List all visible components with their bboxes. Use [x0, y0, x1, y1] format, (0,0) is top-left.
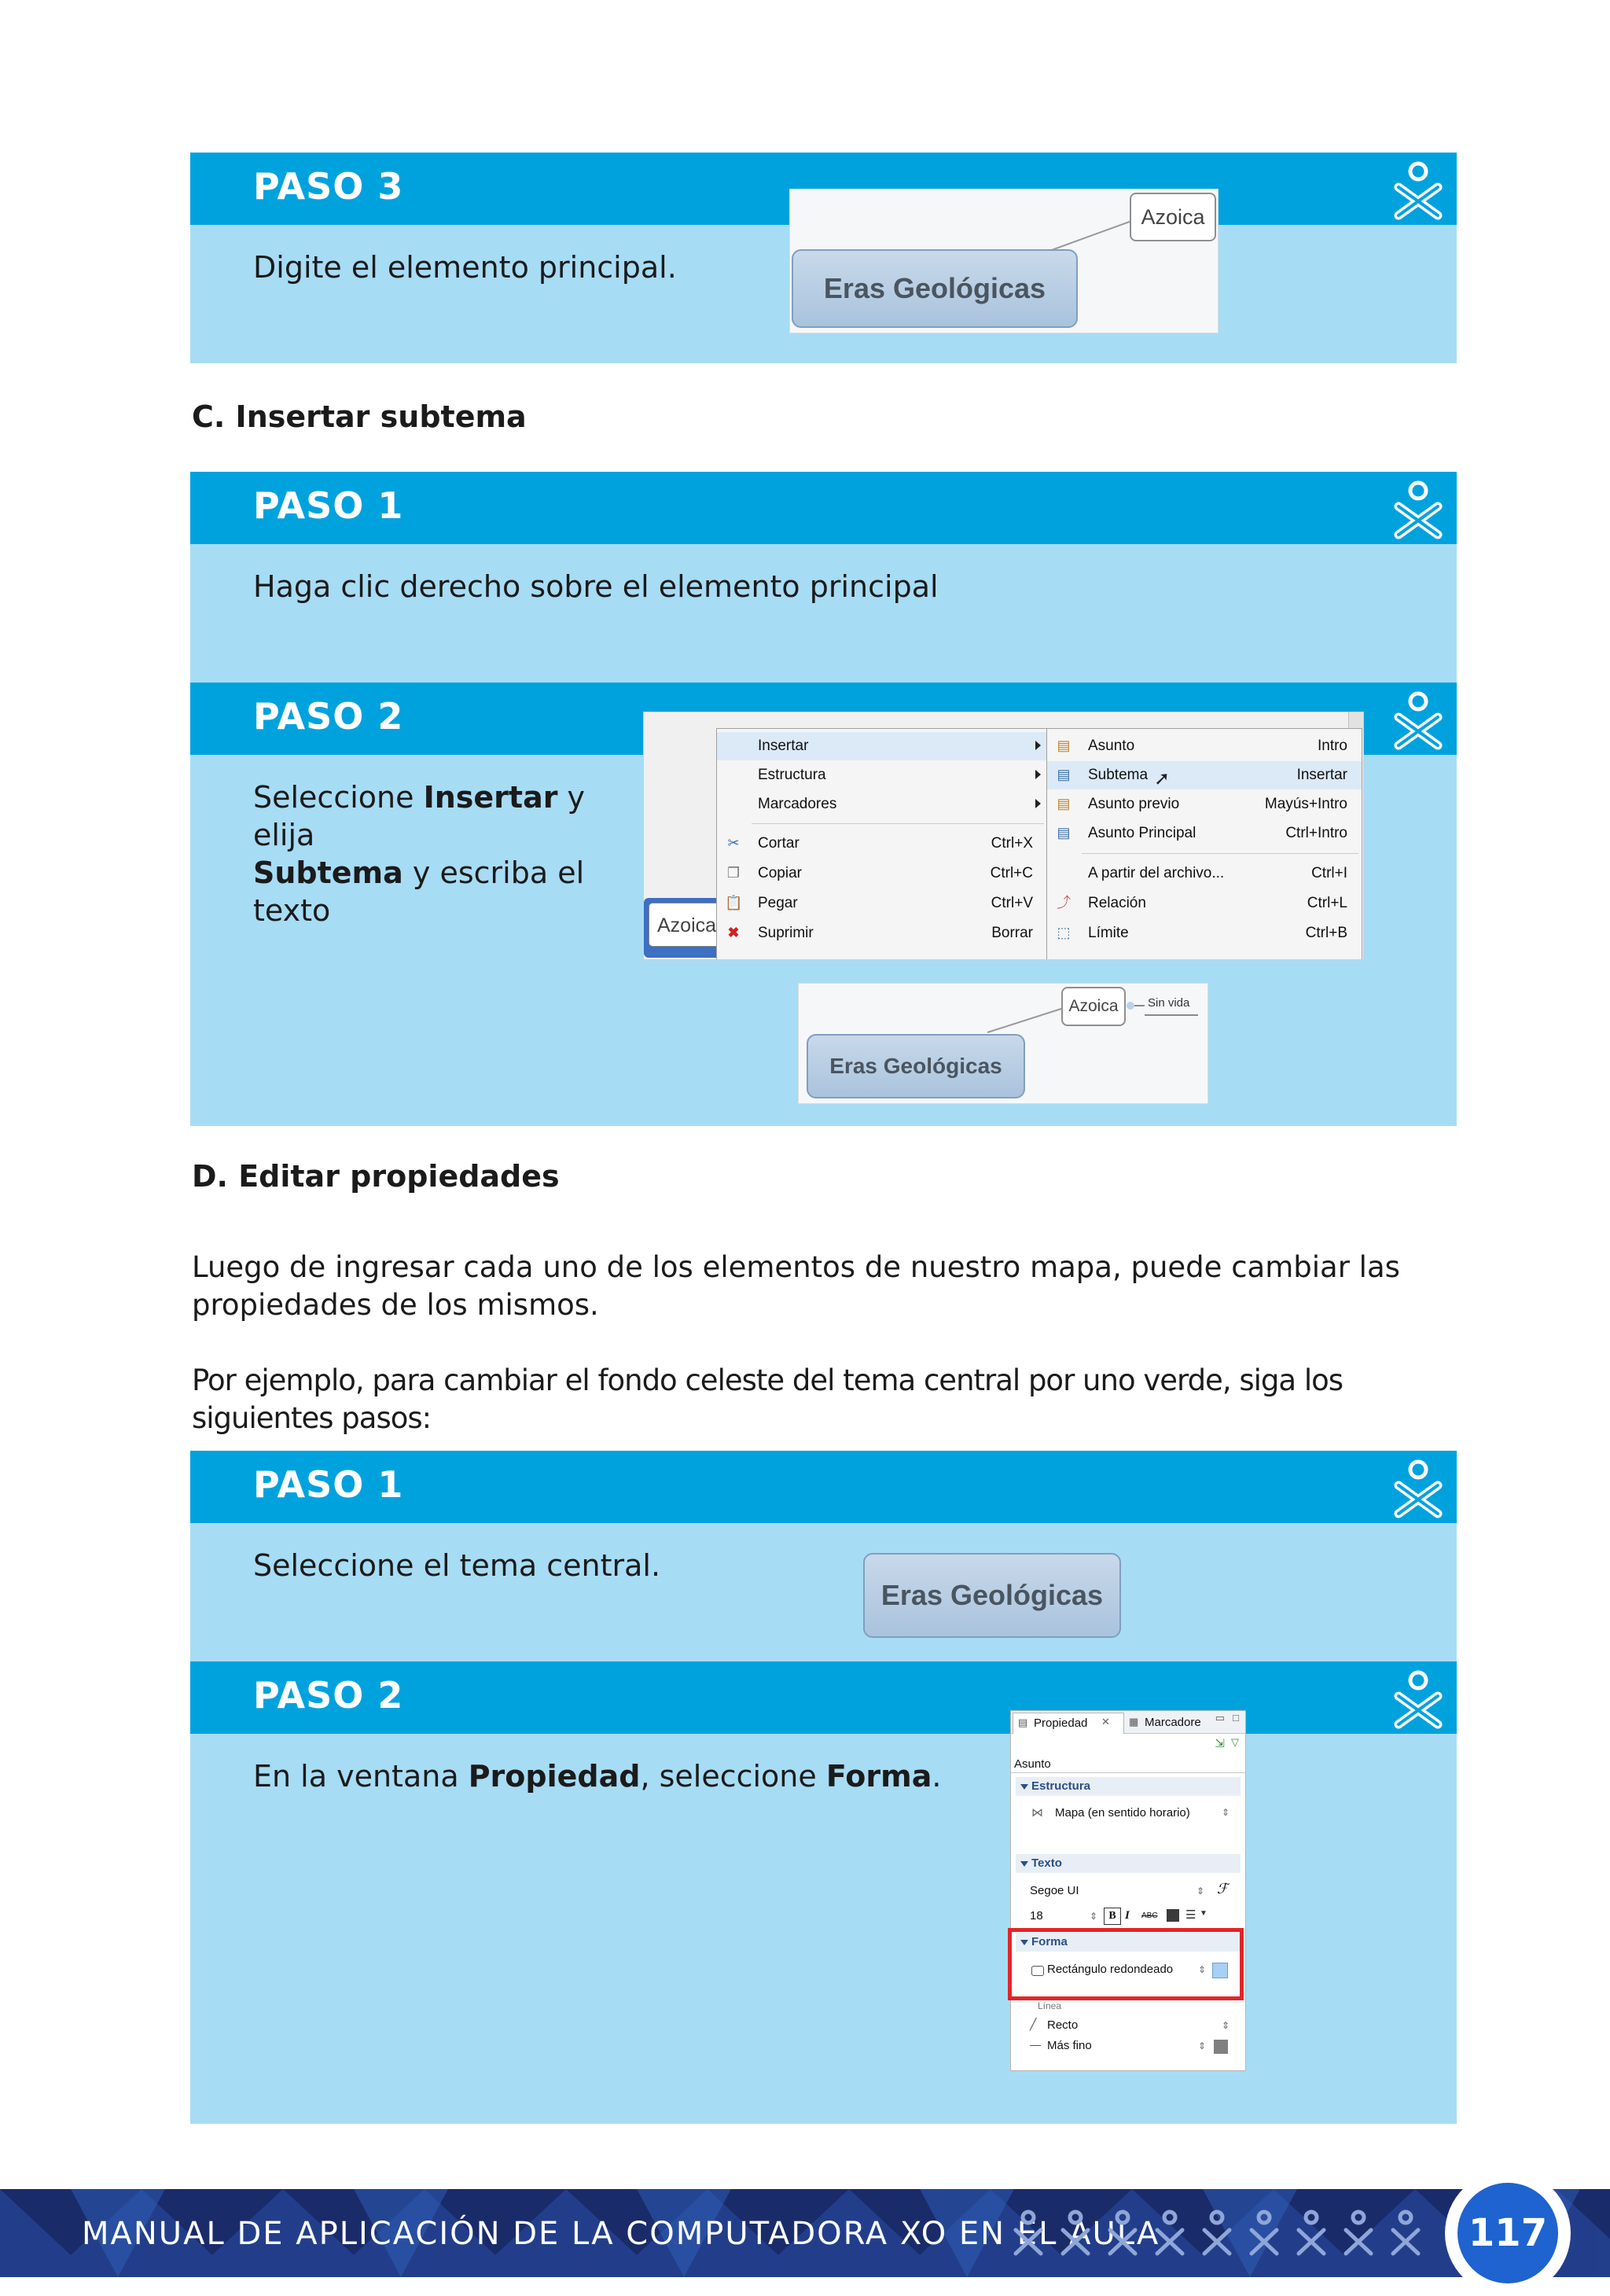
step-text: Haga clic derecho sobre el elemento principal — [253, 569, 939, 604]
step-text: En la ventana Propiedad, seleccione Forma. — [253, 1759, 942, 1794]
tab-propiedad[interactable]: ▤ Propiedad ✕ — [1013, 1713, 1124, 1734]
mindmap-screenshot — [798, 983, 1208, 1104]
step-box-paso-2 — [190, 1661, 1457, 2124]
minimize-icon[interactable]: ▭ — [1215, 1712, 1225, 1724]
relation-icon: ⤴ — [1057, 895, 1071, 911]
menu-item-pegar[interactable]: 📋 Pegar Ctrl+V — [725, 895, 1033, 911]
subsubtopic-node[interactable]: Sin vida — [1148, 996, 1190, 1010]
section-forma[interactable]: Forma — [1016, 1933, 1241, 1952]
menu-item-a-partir-archivo[interactable]: A partir del archivo... Ctrl+I — [1088, 865, 1347, 881]
menu-separator — [752, 823, 1044, 824]
central-topic-node[interactable]: Eras Geológicas — [792, 249, 1078, 328]
xo-figures-row-icon — [1006, 2210, 1431, 2258]
parent-topic-icon: ▤ — [1057, 825, 1071, 841]
forma-value[interactable]: Rectángulo redondeado — [1047, 1963, 1174, 1976]
submenu-arrow-icon — [1035, 799, 1041, 808]
step-header — [190, 1451, 1457, 1523]
paste-icon: 📋 — [725, 895, 743, 911]
submenu-insertar — [1046, 728, 1362, 960]
font-dialog-icon[interactable]: ℱ — [1216, 1881, 1228, 1897]
maximize-icon[interactable]: □ — [1233, 1712, 1239, 1724]
grosor-value[interactable]: Más fino — [1047, 2039, 1092, 2052]
align-icon[interactable]: ☰ — [1185, 1908, 1196, 1922]
xo-logo-icon — [1391, 480, 1446, 539]
tab-marcadores[interactable]: ▦ Marcadore — [1129, 1716, 1201, 1729]
footer-band — [0, 2189, 1610, 2277]
menu-item-copiar[interactable]: ❐ Copiar Ctrl+C — [717, 859, 1047, 888]
subtopic-node[interactable]: Azoica — [1130, 193, 1216, 241]
asunto-header: Asunto — [1011, 1757, 1245, 1773]
linea-value[interactable]: Recto — [1047, 2018, 1079, 2032]
step-label: PASO 1 — [253, 484, 404, 527]
previous-topic-icon: ▤ — [1057, 796, 1071, 811]
section-texto[interactable]: Texto — [1016, 1854, 1241, 1873]
panel-tabbar — [1011, 1711, 1245, 1734]
close-tab-icon[interactable]: ✕ — [1101, 1716, 1110, 1728]
font-value[interactable]: Segoe UI — [1030, 1884, 1079, 1897]
updown-icon[interactable]: ⇕ — [1197, 1964, 1206, 1975]
markers-icon: ▦ — [1129, 1716, 1139, 1728]
collapse-triangle-icon — [1020, 1784, 1028, 1790]
scrollbar[interactable] — [1348, 712, 1363, 730]
updown-icon[interactable]: ⇕ — [1196, 1886, 1204, 1897]
step-label: PASO 2 — [253, 1674, 404, 1716]
step-box-paso-1 — [190, 1451, 1457, 1661]
section-title: D. Editar propiedades — [192, 1159, 560, 1194]
menu-item-estructura[interactable]: Estructura — [717, 761, 1047, 789]
menu-item-limite[interactable]: ⬚ Límite Ctrl+B — [1047, 919, 1362, 947]
page-number: 117 — [1457, 2183, 1558, 2283]
emphasis-forma: Forma — [825, 1759, 932, 1794]
menu-item-relacion[interactable]: ⤴ Relación Ctrl+L — [1057, 895, 1347, 911]
central-topic-node[interactable]: Eras Geológicas — [863, 1553, 1121, 1638]
step-text: Seleccione Insertar y elija Subtema y escriba el texto — [253, 780, 586, 928]
step-header — [190, 472, 1457, 544]
menu-item-cortar[interactable]: ✂ Cortar Ctrl+X — [717, 830, 1047, 858]
collapse-triangle-icon — [1020, 1861, 1028, 1867]
step-label: PASO 3 — [253, 165, 404, 208]
topic-icon: ▤ — [1057, 738, 1071, 753]
line-color-swatch[interactable] — [1214, 2040, 1228, 2054]
menu-item-insertar[interactable]: Insertar — [717, 732, 1047, 760]
menu-item-asunto-previo[interactable]: ▤ Asunto previo Mayús+Intro — [1047, 790, 1362, 819]
menu-item-marcadores[interactable]: Marcadores — [717, 790, 1047, 819]
bold-button[interactable]: B — [1104, 1908, 1121, 1925]
subtopic-node[interactable]: Azoica — [1061, 987, 1126, 1026]
italic-button[interactable]: I — [1125, 1909, 1130, 1922]
step-box-paso-1 — [190, 472, 1457, 683]
properties-icon: ▤ — [1018, 1716, 1028, 1728]
step-label: PASO 1 — [253, 1463, 404, 1506]
paragraph: Luego de ingresar cada uno de los elementos de nuestro mapa, puede cambiar las propiedades de los mismos. — [192, 1250, 1400, 1322]
menu-separator — [1082, 853, 1358, 854]
copy-icon: ❐ — [726, 865, 741, 881]
menu-item-asunto-principal[interactable]: ▤ Asunto Principal Ctrl+Intro — [1047, 819, 1362, 848]
page-number-badge — [1445, 2170, 1571, 2296]
line-width-icon — [1030, 2045, 1041, 2046]
azoica-node[interactable]: Azoica — [649, 903, 733, 947]
context-menu-screenshot — [643, 712, 1364, 960]
estructura-value[interactable]: Mapa (en sentido horario) — [1055, 1806, 1190, 1820]
pin-icon[interactable]: ⇲ — [1215, 1737, 1225, 1750]
text-color-swatch[interactable] — [1167, 1909, 1179, 1922]
step-text: Seleccione el tema central. — [253, 1548, 661, 1583]
xo-logo-icon — [1391, 1459, 1446, 1518]
xo-logo-icon — [1391, 1669, 1446, 1729]
emphasis-insertar: Insertar — [423, 780, 558, 815]
boundary-icon: ⬚ — [1057, 925, 1071, 940]
footer-title: MANUAL DE APLICACIÓN DE LA COMPUTADORA XO EN EL AULA — [82, 2216, 1160, 2252]
paragraph: Por ejemplo, para cambiar el fondo celeste del tema central por uno verde, siga los siguientes pasos: — [192, 1363, 1344, 1435]
mouse-cursor-icon: ➚ — [1154, 768, 1171, 789]
xo-logo-icon — [1391, 690, 1446, 750]
menu-item-asunto[interactable]: ▤ Asunto Intro — [1047, 732, 1362, 760]
scissors-icon: ✂ — [727, 835, 740, 851]
subtopic-icon: ▤ — [1057, 767, 1071, 782]
delete-x-icon: ✖ — [727, 925, 740, 940]
updown-icon[interactable]: ⇕ — [1090, 1911, 1098, 1922]
linea-label: Línea — [1038, 2000, 1062, 2011]
submenu-arrow-icon — [1035, 741, 1041, 750]
menu-item-subtema[interactable]: ▤ Subtema Insertar ➚ — [1047, 761, 1362, 789]
section-estructura[interactable]: Estructura — [1016, 1777, 1241, 1796]
emphasis-subtema: Subtema — [253, 855, 403, 890]
mindmap-screenshot — [789, 189, 1219, 333]
updown-icon[interactable]: ⇕ — [1197, 2040, 1206, 2051]
properties-panel-screenshot — [1010, 1710, 1246, 2071]
font-size-value[interactable]: 18 — [1030, 1909, 1043, 1923]
central-topic-node[interactable]: Eras Geológicas — [807, 1034, 1025, 1098]
view-menu-icon[interactable]: ▽ — [1231, 1736, 1239, 1748]
submenu-arrow-icon — [1035, 770, 1041, 779]
section-title: C. Insertar subtema — [192, 399, 527, 434]
updown-icon[interactable]: ⇕ — [1221, 2020, 1230, 2031]
step-label: PASO 2 — [253, 695, 404, 738]
align-dropdown-icon[interactable]: ▼ — [1200, 1909, 1208, 1918]
strikethrough-button[interactable]: ABC — [1141, 1911, 1158, 1920]
context-menu — [716, 728, 1048, 960]
updown-icon[interactable]: ⇕ — [1221, 1807, 1230, 1818]
menu-item-suprimir[interactable]: ✖ Suprimir Borrar — [717, 919, 1047, 947]
step-header — [190, 1661, 1457, 1734]
xo-logo-icon — [1391, 160, 1446, 220]
emphasis-propiedad: Propiedad — [468, 1759, 641, 1794]
line-straight-icon: ╱ — [1030, 2018, 1037, 2030]
map-structure-icon: ⋈ — [1031, 1806, 1043, 1820]
step-text: Digite el elemento principal. — [253, 250, 677, 285]
step-box-paso-3 — [190, 153, 1457, 363]
highlight-box — [1008, 1928, 1244, 2000]
